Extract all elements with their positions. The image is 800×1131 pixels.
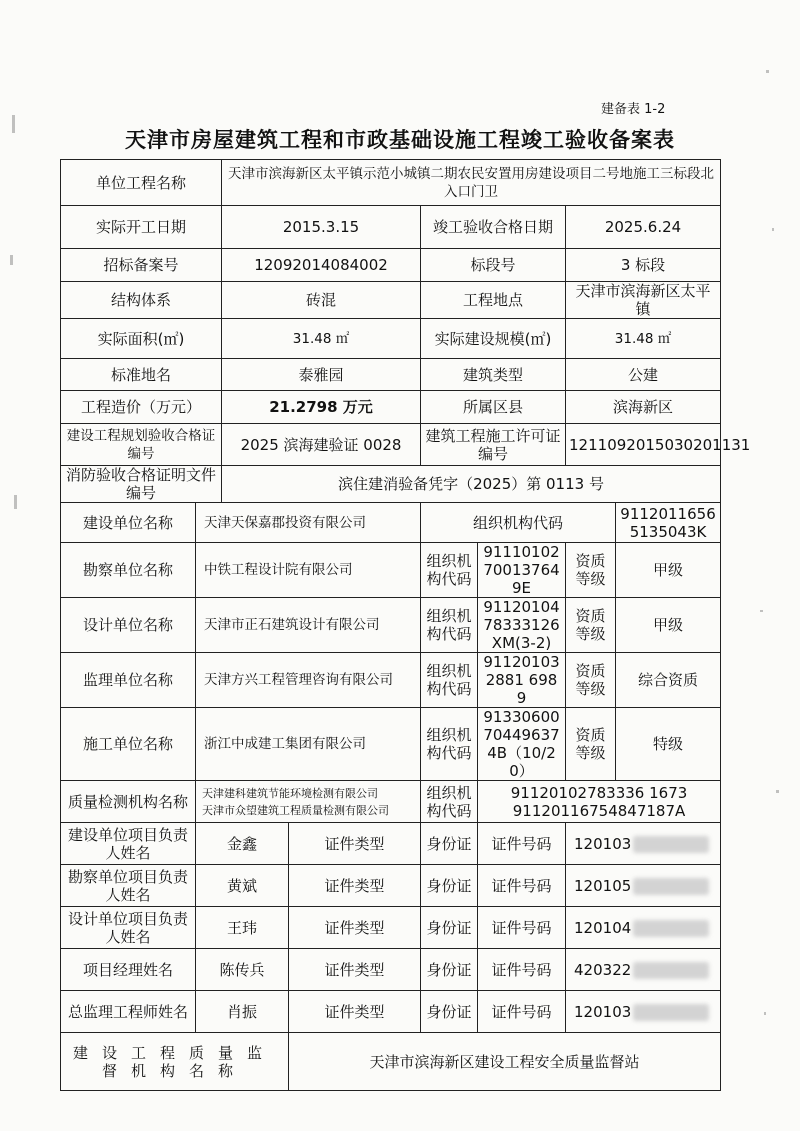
scan-speck (766, 70, 769, 73)
construct-unit-code-label: 组织机构代码 (421, 708, 478, 781)
person-name: 金鑫 (196, 823, 289, 865)
project-name-label: 单位工程名称 (61, 160, 222, 206)
construct-unit-qual: 特级 (616, 708, 721, 781)
fire-cert-value: 滨住建消验备凭字（2025）第 0113 号 (222, 466, 721, 503)
person-name: 陈传兵 (196, 949, 289, 991)
person-id-type: 身份证 (421, 823, 478, 865)
supervise-unit-qual-label: 资质等级 (566, 653, 616, 708)
building-type-value: 公建 (566, 359, 721, 391)
design-unit-code: 9112010478333126XM(3-2) (478, 598, 566, 653)
testing-org-name-1: 天津建科建筑节能环境检测有限公司 (202, 786, 378, 800)
start-date-value: 2015.3.15 (222, 206, 421, 249)
person-role: 项目经理姓名 (61, 949, 196, 991)
testing-org-names (196, 781, 421, 823)
supervision-org-label: 建设工程质量监督机构名称 (61, 1033, 289, 1091)
location-label: 工程地点 (421, 282, 566, 319)
survey-unit-qual: 甲级 (616, 543, 721, 598)
person-id-type-label: 证件类型 (289, 949, 421, 991)
district-value: 滨海新区 (566, 391, 721, 424)
fire-cert-label: 消防验收合格证明文件编号 (61, 466, 222, 503)
testing-org-code-label: 组织机构代码 (421, 781, 478, 823)
permit-value: 1211092015030201131 (566, 424, 721, 466)
scan-speck (772, 228, 774, 231)
person-id-type-label: 证件类型 (289, 865, 421, 907)
design-unit-qual: 甲级 (616, 598, 721, 653)
document-title: 天津市房屋建筑工程和市政基础设施工程竣工验收备案表 (125, 128, 675, 152)
person-role: 总监理工程师姓名 (61, 991, 196, 1033)
survey-unit-label: 勘察单位名称 (61, 543, 196, 598)
form-number: 建备表 1-2 (601, 102, 666, 117)
person-name: 王玮 (196, 907, 289, 949)
redaction-mark (633, 836, 709, 853)
survey-unit-qual-label: 资质等级 (566, 543, 616, 598)
survey-unit-code: 91110102700137649E (478, 543, 566, 598)
standard-name-label: 标准地名 (61, 359, 222, 391)
supervise-unit-name: 天津方兴工程管理咨询有限公司 (196, 653, 421, 708)
section-no-value: 3 标段 (566, 249, 721, 282)
tender-no-label: 招标备案号 (61, 249, 222, 282)
redaction-mark (633, 920, 709, 937)
scan-speck (12, 115, 15, 133)
supervise-unit-qual: 综合资质 (616, 653, 721, 708)
section-no-label: 标段号 (421, 249, 566, 282)
planning-cert-label: 建设工程规划验收合格证编号 (61, 424, 222, 466)
testing-org-code-1: 91120102783336 1673 (510, 783, 688, 802)
person-id-type-label: 证件类型 (289, 907, 421, 949)
build-unit-code: 91120116565135043K (616, 503, 721, 543)
construct-unit-name: 浙江中成建工集团有限公司 (196, 708, 421, 781)
project-name-value: 天津市滨海新区太平镇示范小城镇二期农民安置用房建设项目二号地施工三标段北入口门卫 (222, 160, 721, 206)
supervise-unit-code-label: 组织机构代码 (421, 653, 478, 708)
redaction-mark (633, 962, 709, 979)
location-value: 天津市滨海新区太平镇 (566, 282, 721, 319)
design-unit-code-label: 组织机构代码 (421, 598, 478, 653)
cost-label: 工程造价（万元） (61, 391, 222, 424)
scan-speck (760, 610, 763, 612)
standard-name-value: 泰雅园 (222, 359, 421, 391)
area-label: 实际面积(㎡) (61, 319, 222, 359)
structure-label: 结构体系 (61, 282, 222, 319)
supervise-unit-code: 911201032881 6989 (478, 653, 566, 708)
person-row (61, 949, 721, 991)
tender-no-value: 12092014084002 (222, 249, 421, 282)
person-row (61, 991, 721, 1033)
design-unit-name: 天津市正石建筑设计有限公司 (196, 598, 421, 653)
person-row (61, 865, 721, 907)
person-name: 肖振 (196, 991, 289, 1033)
design-unit-label: 设计单位名称 (61, 598, 196, 653)
person-id-no-label: 证件号码 (478, 865, 566, 907)
person-id-type-label: 证件类型 (289, 991, 421, 1033)
person-id-no: 120105 (566, 865, 721, 907)
person-row (61, 907, 721, 949)
build-unit-code-label: 组织机构代码 (421, 503, 616, 543)
person-id-no-label: 证件号码 (478, 991, 566, 1033)
survey-unit-code-label: 组织机构代码 (421, 543, 478, 598)
scale-value: 31.48 ㎡ (566, 319, 721, 359)
person-role: 勘察单位项目负责人姓名 (61, 865, 196, 907)
person-row (61, 823, 721, 865)
testing-org-name-2: 天津市众望建筑工程质量检测有限公司 (202, 803, 389, 817)
survey-unit-name: 中铁工程设计院有限公司 (196, 543, 421, 598)
person-name: 黄斌 (196, 865, 289, 907)
person-id-type: 身份证 (421, 949, 478, 991)
permit-label: 建筑工程施工许可证编号 (421, 424, 566, 466)
build-unit-label: 建设单位名称 (61, 503, 196, 543)
person-id-no-label: 证件号码 (478, 823, 566, 865)
person-id-no: 420322 (566, 949, 721, 991)
construct-unit-qual-label: 资质等级 (566, 708, 616, 781)
testing-org-codes (478, 781, 721, 823)
district-label: 所属区县 (421, 391, 566, 424)
construct-unit-code: 91330600704496374B（10/20） (478, 708, 566, 781)
supervise-unit-label: 监理单位名称 (61, 653, 196, 708)
redaction-mark (633, 1004, 709, 1021)
filing-table (60, 159, 751, 1091)
acceptance-date-label: 竣工验收合格日期 (421, 206, 566, 249)
scan-speck (14, 495, 17, 509)
scan-speck (10, 255, 13, 265)
person-id-no-label: 证件号码 (478, 949, 566, 991)
person-id-no: 120104 (566, 907, 721, 949)
acceptance-date-value: 2025.6.24 (566, 206, 721, 249)
cost-value: 21.2798 万元 (222, 391, 421, 424)
structure-value: 砖混 (222, 282, 421, 319)
start-date-label: 实际开工日期 (61, 206, 222, 249)
person-role: 建设单位项目负责人姓名 (61, 823, 196, 865)
redaction-mark (633, 878, 709, 895)
scan-speck (776, 790, 779, 793)
area-value: 31.48 ㎡ (222, 319, 421, 359)
scan-speck (764, 1012, 766, 1015)
construct-unit-label: 施工单位名称 (61, 708, 196, 781)
testing-org-code-2: 91120116754847187A (512, 801, 686, 820)
supervision-org-value: 天津市滨海新区建设工程安全质量监督站 (289, 1033, 721, 1091)
person-id-type: 身份证 (421, 991, 478, 1033)
person-id-no: 120103 (566, 991, 721, 1033)
person-id-type: 身份证 (421, 865, 478, 907)
person-id-type: 身份证 (421, 907, 478, 949)
person-id-type-label: 证件类型 (289, 823, 421, 865)
testing-org-label: 质量检测机构名称 (61, 781, 196, 823)
person-id-no: 120103 (566, 823, 721, 865)
scale-label: 实际建设规模(㎡) (421, 319, 566, 359)
person-role: 设计单位项目负责人姓名 (61, 907, 196, 949)
design-unit-qual-label: 资质等级 (566, 598, 616, 653)
person-id-no-label: 证件号码 (478, 907, 566, 949)
building-type-label: 建筑类型 (421, 359, 566, 391)
build-unit-name: 天津天保嘉郡投资有限公司 (196, 503, 421, 543)
planning-cert-value: 2025 滨海建验证 0028 (222, 424, 421, 466)
